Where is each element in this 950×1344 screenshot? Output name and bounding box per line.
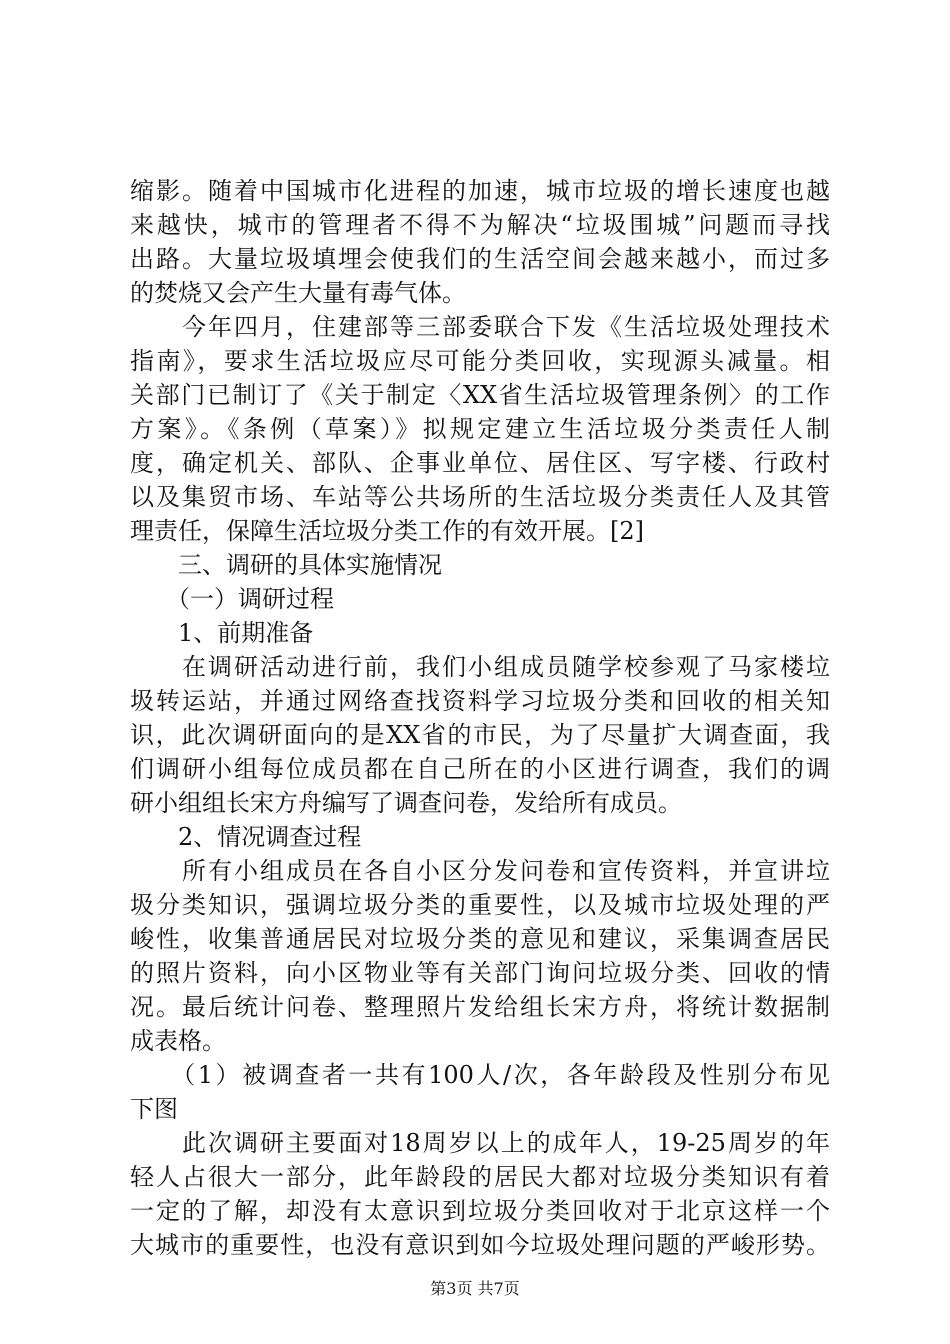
subsection-heading: （一）调研过程 [130,585,334,613]
text-line: 出路。大量垃圾填埋会使我们的生活空间会越来越小，而过多 [130,245,830,273]
text-line: 缩影。随着中国城市化进程的加速，城市垃圾的增长速度也越 [130,177,830,205]
text-line: 所有小组成员在各自小区分发问卷和宣传资料，并宣讲垃 [130,857,830,885]
text-line: 以及集贸市场、车站等公共场所的生活垃圾分类责任人及其管 [130,483,830,511]
text-line: 的照片资料，向小区物业等有关部门询问垃圾分类、回收的情 [130,959,830,987]
text-line: 理责任，保障生活垃圾分类工作的有效开展。[2] [130,517,644,545]
text-line: 来越快，城市的管理者不得不为解决“垃圾围城”问题而寻找 [130,211,830,239]
text-line: 度，确定机关、部队、企事业单位、居住区、写字楼、行政村 [130,449,830,477]
text-line: 研小组组长宋方舟编写了调查问卷，发给所有成员。 [130,789,682,817]
text-line: 们调研小组每位成员都在自己所在的小区进行调查，我们的调 [130,755,830,783]
text-line: 一定的了解，却没有太意识到垃圾分类回收对于北京这样一个 [130,1197,830,1225]
subsection-heading: 2、情况调查过程 [130,823,362,851]
text-line: 关部门已制订了《关于制定〈XX省生活垃圾管理条例〉的工作 [130,381,830,409]
text-line: 此次调研主要面对18周岁以上的成年人，19-25周岁的年 [130,1129,830,1157]
text-line: 识，此次调研面向的是XX省的市民，为了尽量扩大调查面，我 [130,721,830,749]
text-line: 成表格。 [130,1027,226,1055]
text-line: （1）被调查者一共有100人/次，各年龄段及性别分布见 [130,1061,830,1089]
text-line: 下图 [130,1095,178,1123]
text-line: 轻人占很大一部分，此年龄段的居民大都对垃圾分类知识有着 [130,1163,830,1191]
text-line: 的焚烧又会产生大量有毒气体。 [130,279,466,307]
text-line: 峻性，收集普通居民对垃圾分类的意见和建议，采集调查居民 [130,925,830,953]
text-line: 圾转运站，并通过网络查找资料学习垃圾分类和回收的相关知 [130,687,830,715]
text-line: 大城市的重要性，也没有意识到如今垃圾处理问题的严峻形势。 [130,1231,830,1259]
body-text [130,174,830,1262]
page-number-footer: 第3页 共7页 [430,1279,520,1298]
text-line: 方案》。《条例（草案）》拟规定建立生活垃圾分类责任人制 [130,415,830,443]
section-heading: 三、调研的具体实施情况 [130,551,442,579]
text-line: 况。最后统计问卷、整理照片发给组长宋方舟，将统计数据制 [130,993,830,1021]
text-line: 今年四月，住建部等三部委联合下发《生活垃圾处理技术 [130,313,830,341]
text-line: 圾分类知识，强调垃圾分类的重要性，以及城市垃圾处理的严 [130,891,830,919]
subsection-heading: 1、前期准备 [130,619,314,647]
text-line: 指南》，要求生活垃圾应尽可能分类回收，实现源头减量。相 [130,347,830,375]
text-line: 在调研活动进行前，我们小组成员随学校参观了马家楼垃 [130,653,830,681]
